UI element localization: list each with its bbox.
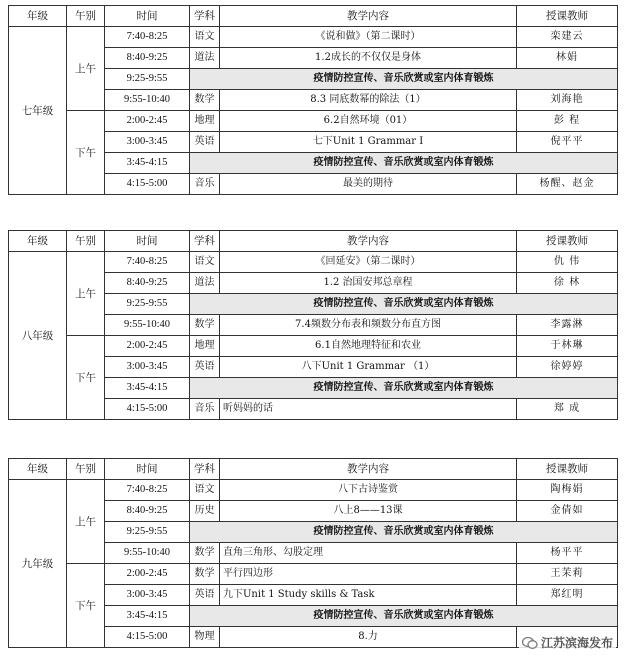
column-header: 学科	[190, 6, 220, 27]
content-cell: 8.3 同底数幂的除法（1）	[220, 90, 517, 111]
time-cell: 3:45-4:15	[105, 606, 190, 627]
period-cell: 下午	[67, 336, 105, 420]
time-cell: 3:00-3:45	[105, 357, 190, 378]
content-cell: 1.2成长的不仅仅是身体	[220, 48, 517, 69]
teacher-cell: 倪平平	[517, 132, 618, 153]
time-cell: 2:00-2:45	[105, 564, 190, 585]
column-header: 学科	[190, 459, 220, 480]
watermark	[519, 633, 616, 652]
time-cell: 3:45-4:15	[105, 378, 190, 399]
teacher-cell: 郑红明	[517, 585, 618, 606]
content-cell: 最美的期待	[220, 174, 517, 195]
activity-cell: 疫情防控宣传、音乐欣赏或室内体育锻炼	[190, 606, 618, 627]
column-header: 教学内容	[220, 231, 517, 252]
subject-cell: 英语	[190, 132, 220, 153]
time-cell: 3:00-3:45	[105, 585, 190, 606]
teacher-cell: 林娟	[517, 48, 618, 69]
subject-cell: 数学	[190, 543, 220, 564]
teacher-cell: 陶梅娟	[517, 480, 618, 501]
period-cell: 上午	[67, 27, 105, 111]
column-header: 午别	[67, 6, 105, 27]
content-cell: 1.2 治国安邦总章程	[220, 273, 517, 294]
header-row	[9, 459, 618, 480]
subject-cell: 数学	[190, 564, 220, 585]
table-row	[9, 564, 618, 585]
column-header: 年级	[9, 231, 67, 252]
time-cell: 9:25-9:55	[105, 69, 190, 90]
subject-cell: 语文	[190, 252, 220, 273]
teacher-cell: 彭 程	[517, 111, 618, 132]
grade-cell: 八年级	[9, 252, 67, 420]
teacher-cell: 仇 伟	[517, 252, 618, 273]
time-cell: 9:25-9:55	[105, 294, 190, 315]
time-cell: 9:55-10:40	[105, 90, 190, 111]
subject-cell: 音乐	[190, 399, 220, 420]
grade-cell: 九年级	[9, 480, 67, 648]
subject-cell: 语文	[190, 27, 220, 48]
table-row	[9, 27, 618, 48]
schedule-table-grade8	[8, 230, 618, 420]
column-header: 授课教师	[517, 231, 618, 252]
content-cell: 8.力	[220, 627, 517, 648]
subject-cell: 语文	[190, 480, 220, 501]
subject-cell: 地理	[190, 336, 220, 357]
time-cell: 2:00-2:45	[105, 336, 190, 357]
content-cell: 平行四边形	[220, 564, 517, 585]
teacher-cell: 徐婷婷	[517, 357, 618, 378]
content-cell: 八下古诗鉴赏	[220, 480, 517, 501]
time-cell: 9:25-9:55	[105, 522, 190, 543]
subject-cell: 数学	[190, 90, 220, 111]
period-cell: 下午	[67, 111, 105, 195]
subject-cell: 道法	[190, 48, 220, 69]
column-header: 时间	[105, 459, 190, 480]
column-header: 学科	[190, 231, 220, 252]
content-cell: 八上8——13课	[220, 501, 517, 522]
period-cell: 上午	[67, 480, 105, 564]
teacher-cell: 刘海艳	[517, 90, 618, 111]
content-cell: 九下Unit 1 Study skills & Task	[220, 585, 517, 606]
schedule-table-grade7	[8, 5, 618, 195]
time-cell: 7:40-8:25	[105, 480, 190, 501]
column-header: 教学内容	[220, 6, 517, 27]
activity-cell: 疫情防控宣传、音乐欣赏或室内体育锻炼	[190, 153, 618, 174]
activity-cell: 疫情防控宣传、音乐欣赏或室内体育锻炼	[190, 69, 618, 90]
teacher-cell: 王茉莉	[517, 564, 618, 585]
table-row	[9, 252, 618, 273]
time-cell: 4:15-5:00	[105, 174, 190, 195]
content-cell: 6.2自然环境（01）	[220, 111, 517, 132]
watermark-text: 江苏滨海发布	[540, 636, 613, 650]
column-header: 年级	[9, 459, 67, 480]
column-header: 午别	[67, 231, 105, 252]
content-cell: 7.4频数分布表和频数分布直方图	[220, 315, 517, 336]
content-cell: 《说和做》（第二课时）	[220, 27, 517, 48]
activity-cell: 疫情防控宣传、音乐欣赏或室内体育锻炼	[190, 378, 618, 399]
content-cell: 直角三角形、勾股定理	[220, 543, 517, 564]
time-cell: 4:15-5:00	[105, 399, 190, 420]
column-header: 授课教师	[517, 6, 618, 27]
teacher-cell: 杨醒、赵金	[517, 174, 618, 195]
subject-cell: 英语	[190, 585, 220, 606]
wechat-icon	[522, 636, 538, 650]
time-cell: 7:40-8:25	[105, 27, 190, 48]
column-header: 午别	[67, 459, 105, 480]
content-cell: 七下Unit 1 Grammar I	[220, 132, 517, 153]
subject-cell: 地理	[190, 111, 220, 132]
activity-cell: 疫情防控宣传、音乐欣赏或室内体育锻炼	[190, 294, 618, 315]
period-cell: 下午	[67, 564, 105, 648]
period-cell: 上午	[67, 252, 105, 336]
time-cell: 4:15-5:00	[105, 627, 190, 648]
time-cell: 3:45-4:15	[105, 153, 190, 174]
teacher-cell: 徐 林	[517, 273, 618, 294]
table-row	[9, 480, 618, 501]
teacher-cell: 郑 成	[517, 399, 618, 420]
grade-cell: 七年级	[9, 27, 67, 195]
column-header: 授课教师	[517, 459, 618, 480]
teacher-cell: 金倩如	[517, 501, 618, 522]
column-header: 年级	[9, 6, 67, 27]
column-header: 时间	[105, 6, 190, 27]
column-header: 教学内容	[220, 459, 517, 480]
time-cell: 7:40-8:25	[105, 252, 190, 273]
content-cell: 《回延安》（第二课时）	[220, 252, 517, 273]
content-cell: 八下Unit 1 Grammar （1）	[220, 357, 517, 378]
time-cell: 8:40-9:25	[105, 501, 190, 522]
header-row	[9, 6, 618, 27]
teacher-cell: 杨平平	[517, 543, 618, 564]
subject-cell: 英语	[190, 357, 220, 378]
time-cell: 9:55-10:40	[105, 543, 190, 564]
subject-cell: 音乐	[190, 174, 220, 195]
header-row	[9, 231, 618, 252]
subject-cell: 历史	[190, 501, 220, 522]
subject-cell: 物理	[190, 627, 220, 648]
content-cell: 6.1自然地理特征和农业	[220, 336, 517, 357]
activity-cell: 疫情防控宣传、音乐欣赏或室内体育锻炼	[190, 522, 618, 543]
time-cell: 2:00-2:45	[105, 111, 190, 132]
time-cell: 9:55-10:40	[105, 315, 190, 336]
subject-cell: 道法	[190, 273, 220, 294]
time-cell: 8:40-9:25	[105, 48, 190, 69]
teacher-cell: 栾建云	[517, 27, 618, 48]
column-header: 时间	[105, 231, 190, 252]
subject-cell: 数学	[190, 315, 220, 336]
table-row	[9, 111, 618, 132]
teacher-cell: 李露淋	[517, 315, 618, 336]
time-cell: 3:00-3:45	[105, 132, 190, 153]
schedule-table-grade9	[8, 458, 618, 648]
table-row	[9, 336, 618, 357]
teacher-cell: 于林琳	[517, 336, 618, 357]
content-cell: 听妈妈的话	[220, 399, 517, 420]
time-cell: 8:40-9:25	[105, 273, 190, 294]
